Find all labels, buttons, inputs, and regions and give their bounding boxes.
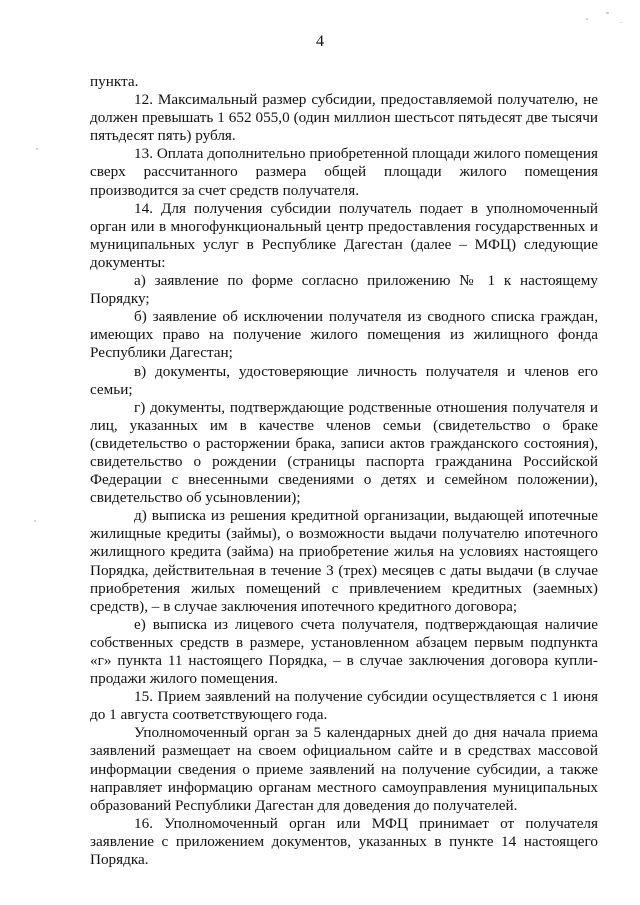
paragraph-subitem-g: г) документы, подтверждающие родственные отношения получателя и лиц, указанных им в качестве членов семьи (свидетельство о браке (свидетельство о расторжении брака, записи актов гражданского состояния), свидетельство о рождении (страницы паспорта гражданина Российской Федерации с внесенными сведениями о детях и семейном положении), свидетельство об усыновлении);: [90, 398, 598, 507]
scan-speck: [36, 148, 38, 150]
paragraph-item-15: 15. Прием заявлений на получение субсидии осуществляется с 1 июня до 1 августа соответствующего года.: [90, 688, 598, 724]
paragraph-item-12: 12. Максимальный размер субсидии, предоставляемой получателю, не должен превышать 1 652 055,0 (один миллион шестьсот пятьдесят две тысячи пятьдесят пять) рубля.: [90, 91, 598, 145]
paragraph-continuation: пункта.: [90, 73, 139, 90]
paragraph-subitem-e: е) выписка из лицевого счета получателя, подтверждающая наличие собственных средств в размере, установленном абзацем первым подпункта «г» пункта 11 настоящего Порядка, – в случае заключения договора купли-продажи жилого помещения.: [90, 615, 598, 688]
paragraph-item-16: 16. Уполномоченный орган или МФЦ принимает от получателя заявление с приложением документов, указанных в пункте 14 настоящего Порядка.: [90, 814, 598, 869]
scan-speck: [606, 12, 609, 14]
document-body: [90, 73, 598, 869]
scan-speck: [620, 22, 622, 23]
paragraph-item-14: 14. Для получения субсидии получатель подает в уполномоченный орган или в многофункциональный центр предоставления государственных и муниципальных услуг в Республике Дагестан (далее – МФЦ) следующие документы:: [90, 199, 598, 271]
paragraph-subitem-d: д) выписка из решения кредитной организации, выдающей ипотечные жилищные кредиты (займы), о возможности выдачи получателю ипотечного жилищного кредита (займа) на приобретение жилья на условиях настоящего Порядка, действительная в течение 3 (трех) месяцев с даты выдачи (в случае приобретения жилых помещений с привлечением кредитных (заемных) средств), – в случае заключения ипотечного кредитного договора;: [90, 507, 598, 615]
scan-speck: [34, 520, 36, 522]
paragraph-subitem-a: а) заявление по форме согласно приложению № 1 к настоящему Порядку;: [90, 272, 598, 308]
paragraph-item-15-continued: Уполномоченный орган за 5 календарных дней до дня начала приема заявлений размещает на своем официальном сайте и в средствах массовой информации сведения о приеме заявлений на получение субсидии, а также направляет информацию органам местного самоуправления муниципальных образований Республики Дагестан для доведения до получателей.: [90, 724, 598, 814]
scan-speck: [586, 18, 588, 20]
paragraph-subitem-v: в) документы, удостоверяющие личность получателя и членов его семьи;: [90, 362, 598, 398]
paragraph-item-13: 13. Оплата дополнительно приобретенной площади жилого помещения сверх рассчитанного размера общей площади жилого помещения производится за счет средств получателя.: [90, 145, 598, 199]
page-number: 4: [316, 33, 324, 50]
paragraph-subitem-b: б) заявление об исключении получателя из сводного списка граждан, имеющих право на получение жилого помещения из жилищного фонда Республики Дагестан;: [90, 308, 598, 362]
